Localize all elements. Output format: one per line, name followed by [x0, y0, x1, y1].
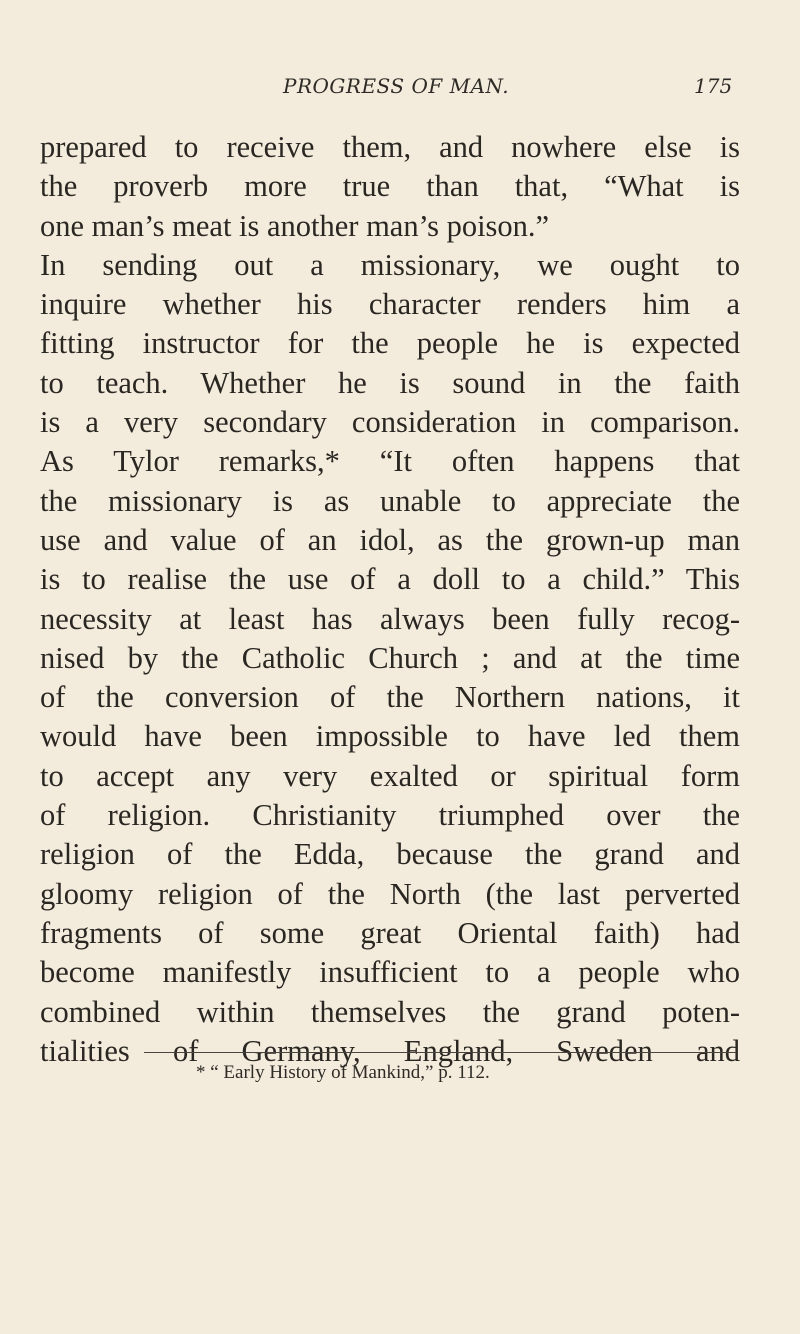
text-line: In sending out a missionary, we ought to	[40, 247, 740, 282]
text-line: of religion. Christianity triumphed over the	[40, 798, 740, 833]
text-line: necessity at least has always been fully recog-	[40, 601, 740, 636]
text-line: tialities of Germany, England, Sweden and	[40, 1033, 740, 1068]
running-title: PROGRESS OF MAN.	[283, 74, 510, 98]
text-line: combined within themselves the grand poten-	[40, 994, 740, 1029]
text-line: the proverb more true than that, “What is	[40, 169, 740, 204]
text-line: As Tylor remarks,* “It often happens that	[40, 444, 740, 479]
text-line: to teach. Whether he is sound in the faith	[40, 365, 740, 400]
text-line: inquire whether his character renders him a	[40, 287, 740, 322]
text-line: use and value of an idol, as the grown-up man	[40, 522, 740, 557]
footnote: * “ Early History of Mankind,” p. 112.	[196, 1062, 490, 1083]
text-line: is a very secondary consideration in comparison.	[40, 405, 740, 440]
text-line: gloomy religion of the North (the last perverted	[40, 876, 740, 911]
text-line: religion of the Edda, because the grand and	[40, 837, 740, 872]
text-line: fragments of some great Oriental faith) had	[40, 915, 740, 950]
running-head	[0, 74, 800, 104]
body-text	[40, 128, 740, 1071]
text-line: prepared to receive them, and nowhere else is	[40, 130, 740, 164]
text-line: fitting instructor for the people he is expected	[40, 326, 740, 361]
text-line: to accept any very exalted or spiritual form	[40, 758, 740, 793]
text-line: of the conversion of the Northern nations, it	[40, 680, 740, 715]
text-line: one man’s meat is another man’s poison.”	[40, 208, 550, 243]
text-line: the missionary is as unable to appreciate the	[40, 483, 740, 518]
footnote-rule	[144, 1052, 736, 1053]
text-line: is to realise the use of a doll to a child.” This	[40, 562, 740, 597]
text-line: become manifestly insufficient to a people who	[40, 955, 740, 990]
text-line: nised by the Catholic Church ; and at the time	[40, 640, 740, 675]
page-number: 175	[694, 74, 733, 98]
text-line: would have been impossible to have led them	[40, 719, 740, 754]
